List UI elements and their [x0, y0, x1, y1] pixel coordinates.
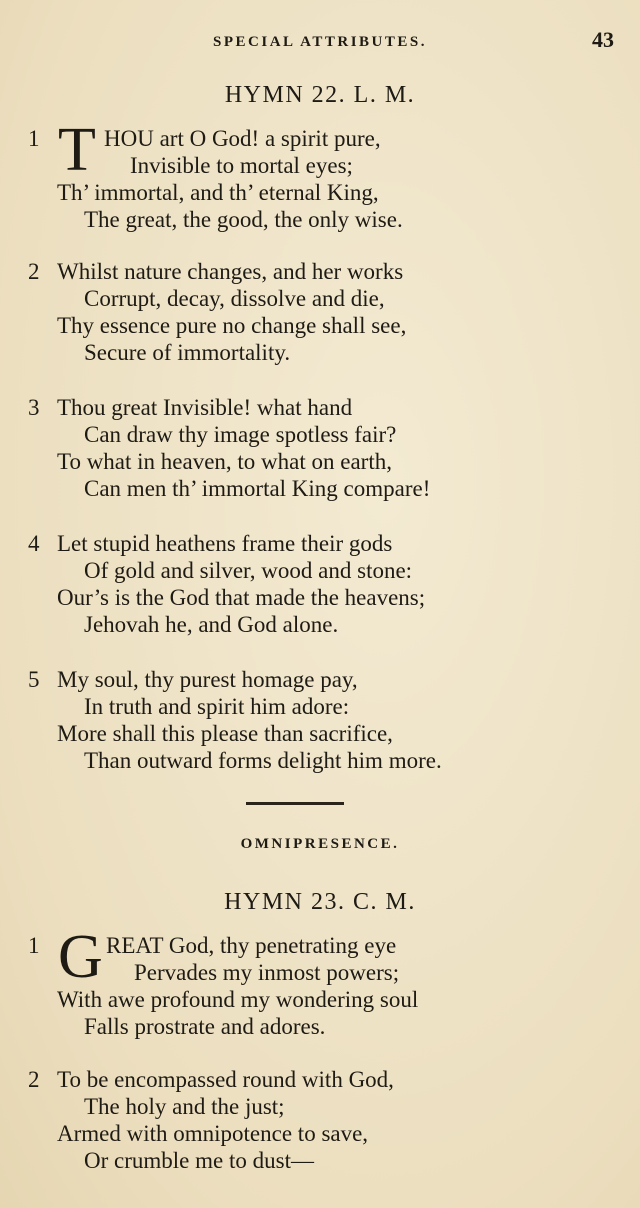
- section-divider: [246, 802, 344, 805]
- stanza-line: [0, 179, 640, 206]
- stanza-line: [0, 421, 640, 448]
- stanza-line-text: Thou great Invisible! what hand: [57, 395, 353, 420]
- stanza-line: [0, 959, 640, 986]
- stanza-line: [0, 747, 640, 774]
- stanza-line-text: Can draw thy image spotless fair?: [84, 422, 397, 447]
- drop-cap: G: [58, 923, 103, 991]
- stanza-line: [0, 1147, 640, 1174]
- stanza-number: 5: [28, 667, 40, 692]
- stanza-line: [0, 530, 640, 557]
- stanza-line: [0, 312, 640, 339]
- stanza-line-text: Armed with omnipotence to save,: [57, 1121, 369, 1146]
- stanza-line-text: Pervades my inmost powers;: [134, 960, 400, 985]
- stanza-line: [0, 611, 640, 638]
- stanza-line-text: Secure of immortality.: [84, 340, 291, 365]
- stanza-line-text: Falls prostrate and adores.: [84, 1014, 326, 1039]
- stanza-line-text: More shall this please than sacrifice,: [57, 721, 393, 746]
- stanza-line: [0, 666, 640, 693]
- stanza-line-text: Jehovah he, and God alone.: [84, 612, 339, 637]
- stanza-line: [0, 285, 640, 312]
- running-head: SPECIAL ATTRIBUTES.: [213, 34, 427, 50]
- stanza-line-text: Than outward forms delight him more.: [84, 748, 442, 773]
- stanza-line-text: Let stupid heathens frame their gods: [57, 531, 393, 556]
- stanza-line: [0, 1093, 640, 1120]
- stanza-line: [0, 693, 640, 720]
- stanza-line-text: The great, the good, the only wise.: [84, 207, 403, 232]
- stanza-line: [0, 557, 640, 584]
- stanza-line-text: Or crumble me to dust—: [84, 1148, 314, 1173]
- stanza-line: [0, 152, 640, 179]
- stanza-line-text: REAT God, thy penetrating eye: [106, 933, 397, 958]
- stanza-line: [0, 258, 640, 285]
- stanza-line: [0, 1120, 640, 1147]
- stanza-line-text: To be encompassed round with God,: [57, 1067, 394, 1092]
- stanza-number: 2: [28, 259, 40, 284]
- stanza-line-text: Thy essence pure no change shall see,: [57, 313, 407, 338]
- stanza-line-text: Corrupt, decay, dissolve and die,: [84, 286, 385, 311]
- hymn-23-stanza-1: [0, 923, 640, 1040]
- stanza-line-text: My soul, thy purest homage pay,: [57, 667, 358, 692]
- hymn-23-stanza-2: [0, 1066, 640, 1174]
- stanza-line: [0, 1013, 640, 1040]
- stanza-line: [0, 1066, 640, 1093]
- stanza-line: [0, 206, 640, 233]
- stanza-number: 2: [28, 1067, 40, 1092]
- section-heading: OMNIPRESENCE.: [240, 836, 400, 852]
- stanza-number: 3: [28, 395, 40, 420]
- stanza-line-text: With awe profound my wondering soul: [57, 987, 419, 1012]
- hymn-22-stanza-2: [0, 258, 640, 366]
- page-number: 43: [592, 27, 614, 52]
- hymn-23-title: HYMN 23. C. M.: [224, 889, 416, 915]
- hymn-22-stanza-1: [0, 116, 640, 233]
- hymn-22-stanza-5: [0, 666, 640, 774]
- hymn-22-stanza-4: [0, 530, 640, 638]
- stanza-number: 1: [28, 126, 40, 151]
- stanza-number: 4: [28, 531, 40, 556]
- stanza-line: [0, 339, 640, 366]
- hymn-22-title: HYMN 22. L. M.: [224, 82, 416, 108]
- hymn-22-stanza-3: [0, 394, 640, 502]
- stanza-line: [0, 475, 640, 502]
- stanza-line-text: Whilst nature changes, and her works: [57, 259, 404, 284]
- stanza-line-text: The holy and the just;: [84, 1094, 285, 1119]
- stanza-line-text: Can men th’ immortal King compare!: [84, 476, 431, 501]
- stanza-line-text: Of gold and silver, wood and stone:: [84, 558, 413, 583]
- stanza-number: 1: [28, 933, 40, 958]
- stanza-line-text: To what in heaven, to what on earth,: [57, 449, 392, 474]
- stanza-line-text: Th’ immortal, and th’ eternal King,: [57, 180, 379, 205]
- stanza-line-text: In truth and spirit him adore:: [84, 694, 350, 719]
- stanza-line: [0, 448, 640, 475]
- drop-cap: T: [58, 116, 96, 184]
- stanza-line: [0, 720, 640, 747]
- stanza-line-text: Invisible to mortal eyes;: [130, 153, 353, 178]
- stanza-line-text: Our’s is the God that made the heavens;: [57, 585, 426, 610]
- stanza-line-text: HOU art O God! a spirit pure,: [104, 126, 381, 151]
- stanza-line: [0, 584, 640, 611]
- stanza-line: [0, 394, 640, 421]
- stanza-line: [0, 986, 640, 1013]
